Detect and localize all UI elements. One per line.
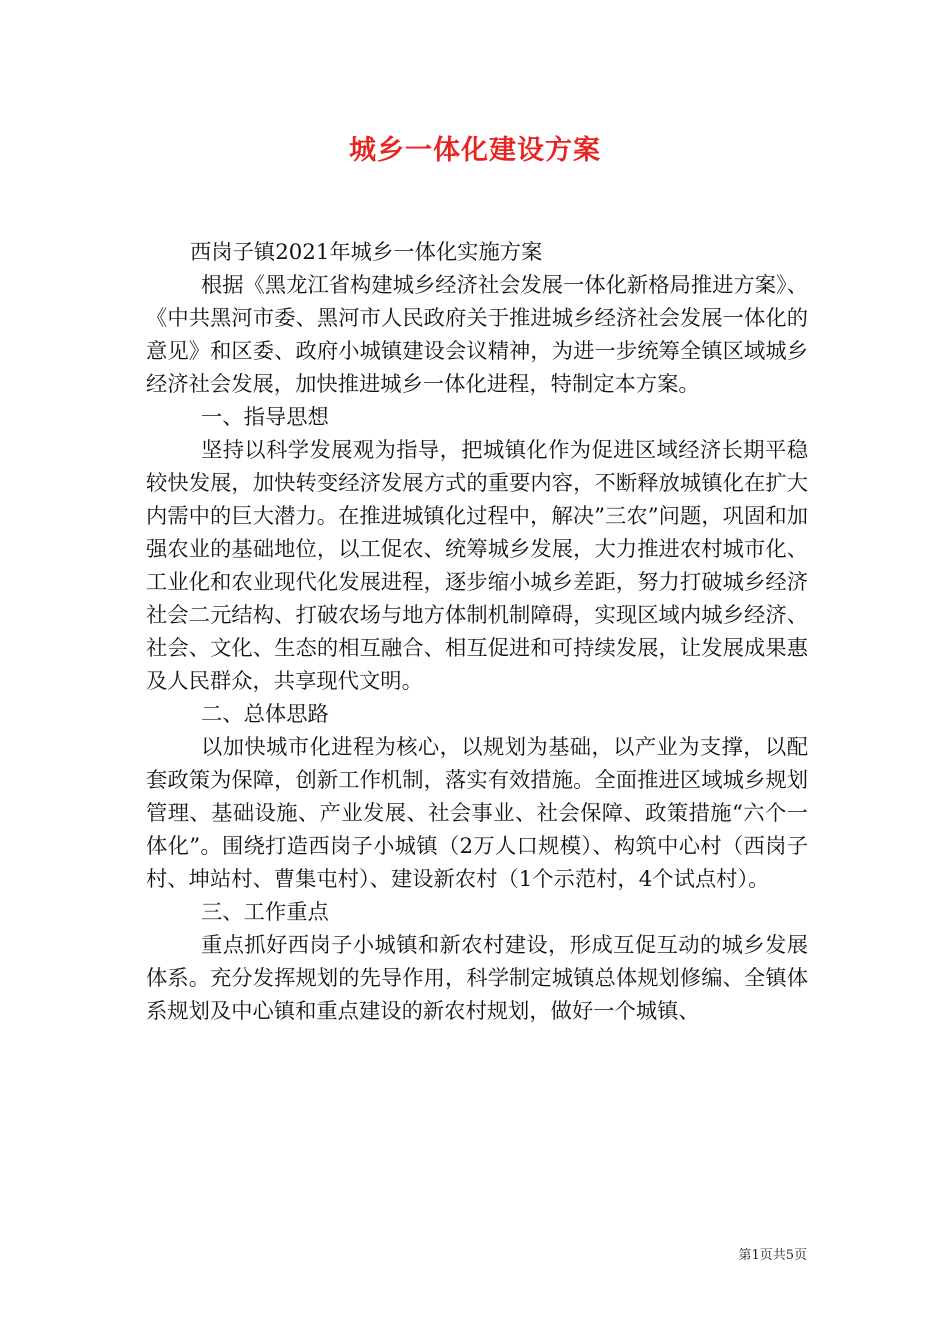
section-paragraph-guiding-ideology: 坚持以科学发展观为指导，把城镇化作为促进区域经济长期平稳较快发展，加快转变经济发展方式的重要内容，不断释放城镇化在扩大内需中的巨大潜力。在推进城镇化过程中，解决”三农”问题，巩固和加强农业的基础地位，以工促农、统筹城乡发展，大力推进农村城市化、工业化和农业现代化发展进程，逐步缩小城乡差距，努力打破城乡经济社会二元结构、打破农场与地方体制机制障碍，实现区域内城乡经济、社会、文化、生态的相互融合、相互促进和可持续发展，让发展成果惠及人民群众，共享现代文明。 xyxy=(146,438,808,694)
document-body xyxy=(146,236,808,1028)
page-number: 第1页共5页 xyxy=(738,1248,807,1263)
section-paragraph-work-focus: 重点抓好西岗子小城镇和新农村建设，形成互促互动的城乡发展体系。充分发挥规划的先导作用，科学制定城镇总体规划修编、全镇体系规划及中心镇和重点建设的新农村规划，做好一个城镇、 xyxy=(146,933,808,1024)
document-title: 城乡一体化建设方案 xyxy=(349,135,601,166)
section-paragraph-overall-approach: 以加快城市化进程为核心，以规划为基础，以产业为支撑，以配套政策为保障，创新工作机制，落实有效措施。全面推进区域城乡规划管理、基础设施、产业发展、社会事业、社会保障、政策措施“六个一体化”。围绕打造西岗子小城镇（2万人口规模）、构筑中心村（西岗子村、坤站村、曹集屯村）、建设新农村（1个示范村，4个试点村）。 xyxy=(146,735,808,892)
section-heading-overall-approach: 二、总体思路 xyxy=(201,702,329,727)
document-subtitle: 西岗子镇2021年城乡一体化实施方案 xyxy=(190,240,543,265)
intro-paragraph: 根据《黑龙江省构建城乡经济社会发展一体化新格局推进方案》、《中共黑河市委、黑河市人民政府关于推进城乡经济社会发展一体化的意见》和区委、政府小城镇建设会议精神，为进一步统筹全镇区域城乡经济社会发展，加快推进城乡一体化进程，特制定本方案。 xyxy=(146,273,808,397)
section-heading-guiding-ideology: 一、指导思想 xyxy=(201,405,329,430)
section-heading-work-focus: 三、工作重点 xyxy=(201,900,329,925)
